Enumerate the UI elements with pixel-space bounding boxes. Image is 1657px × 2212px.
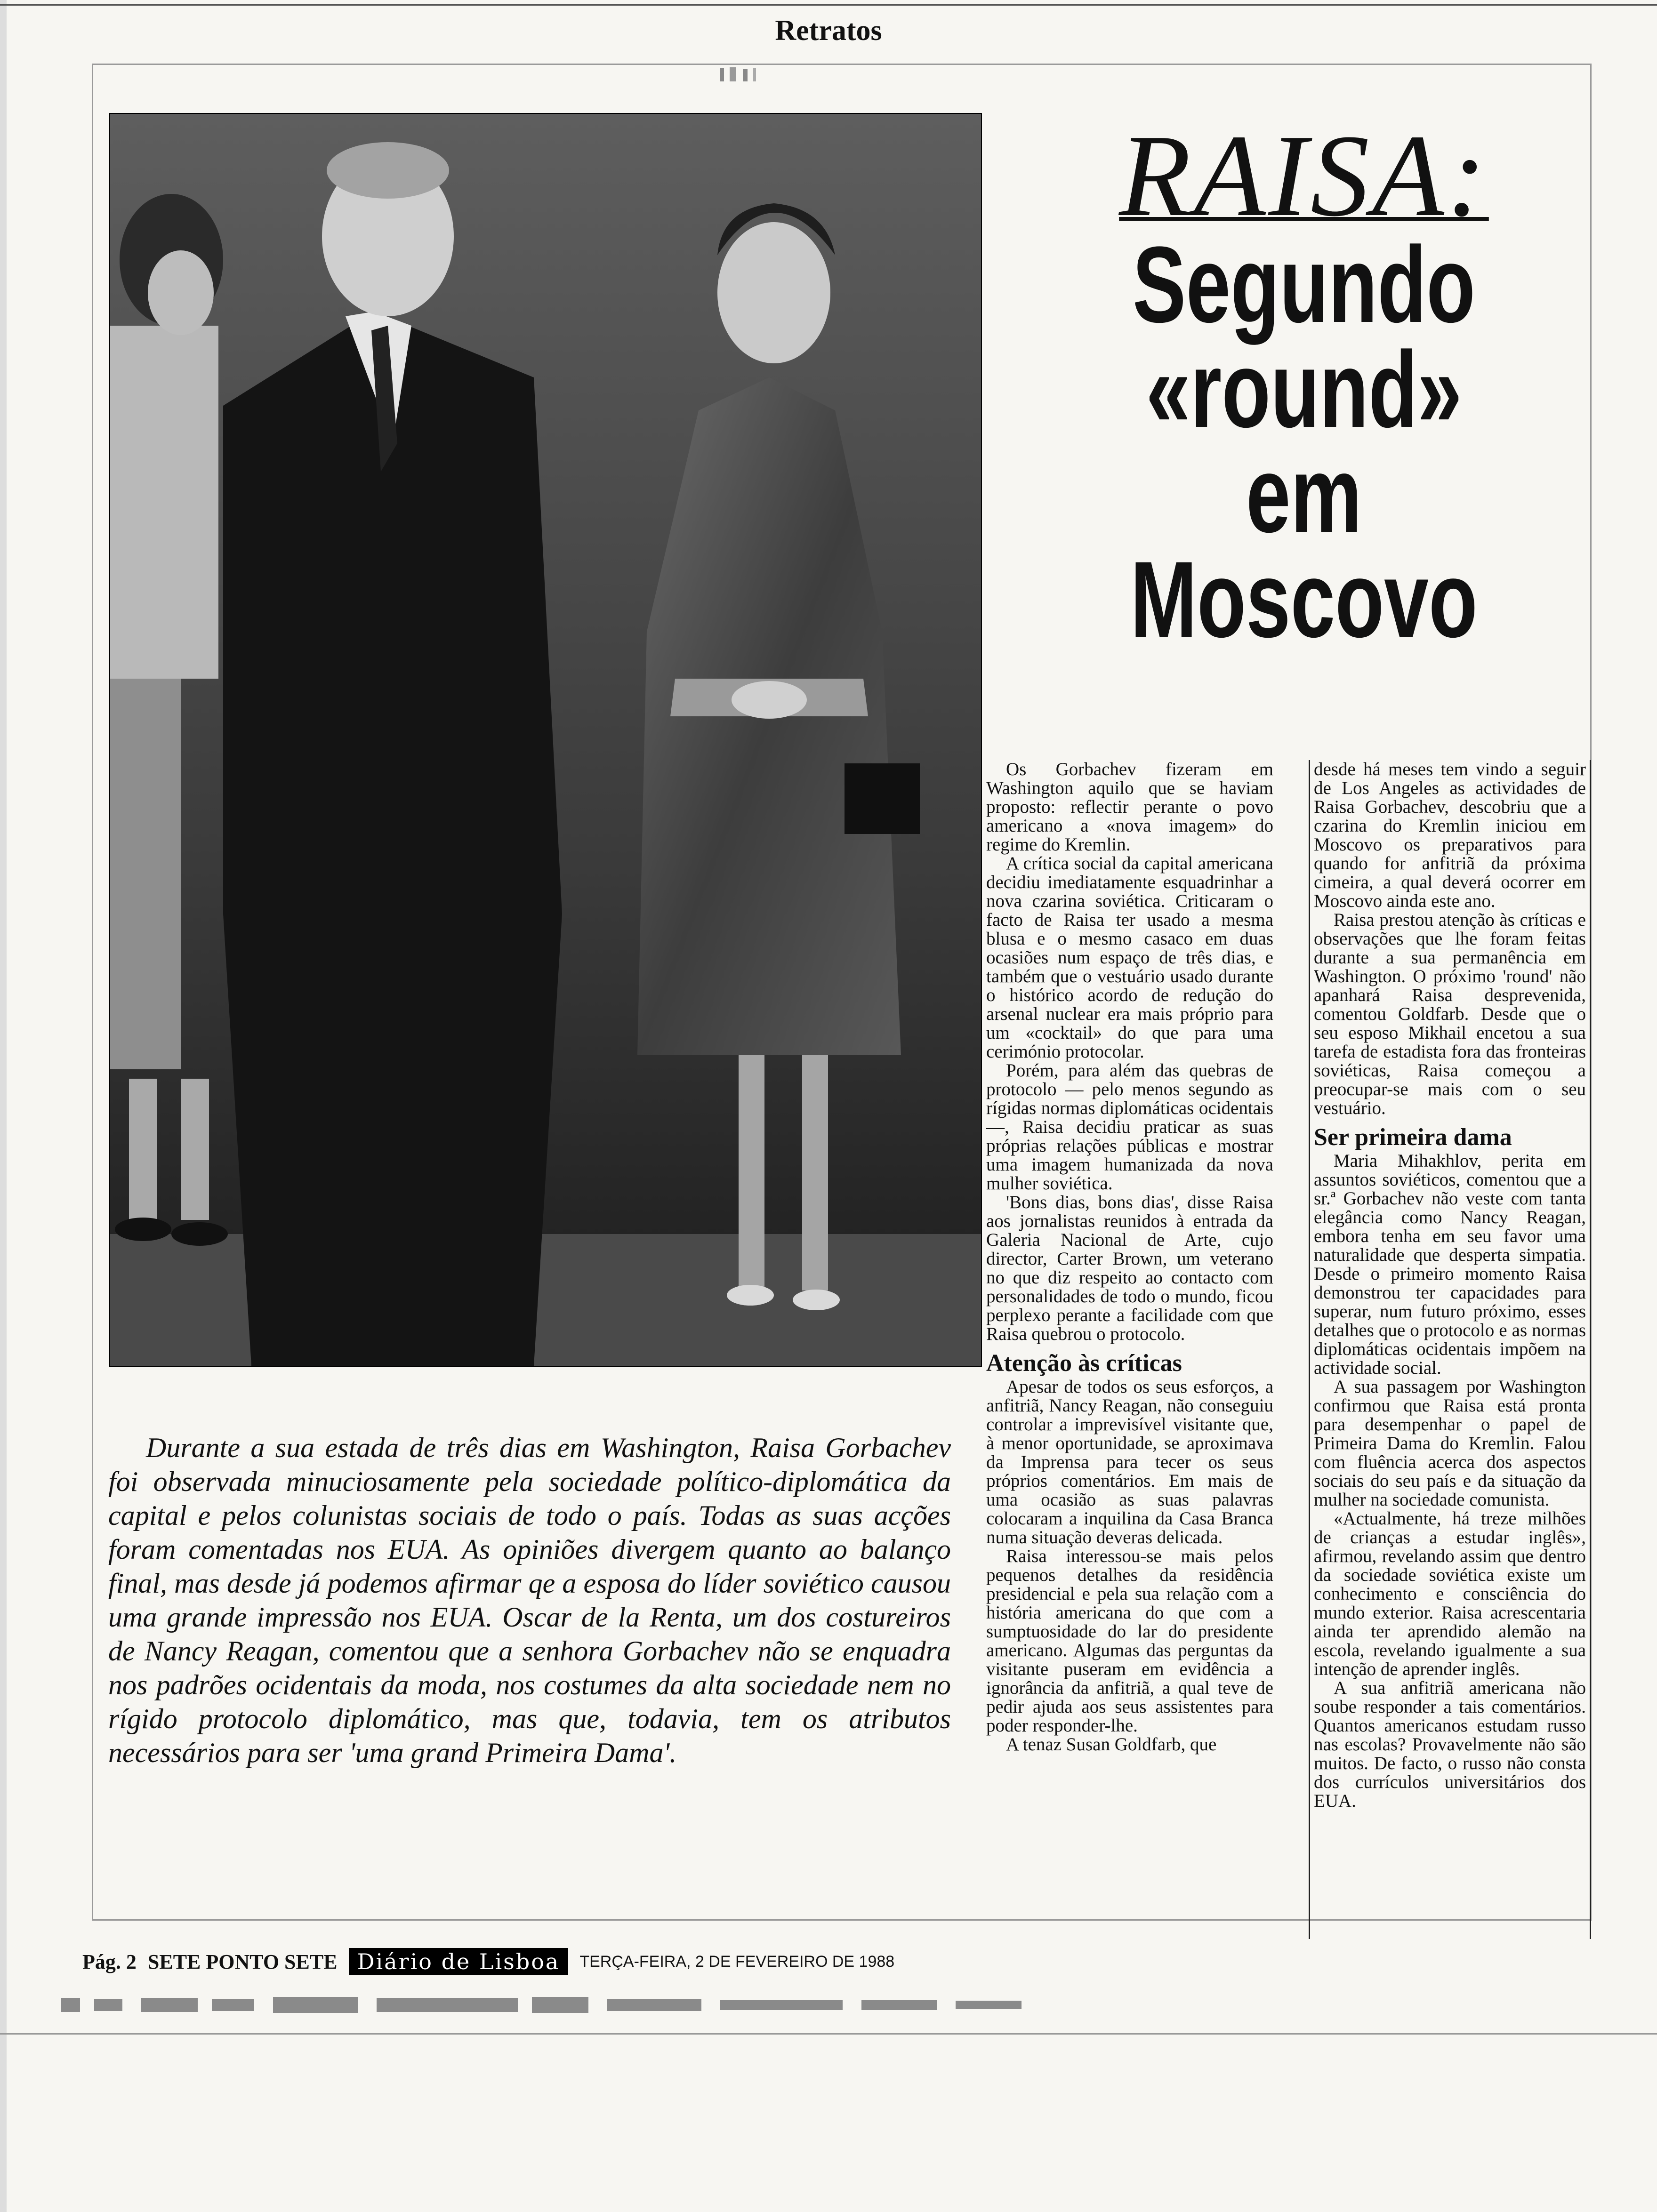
newspaper-logo: Diário de Lisboa (349, 1948, 569, 1975)
page-footer (82, 1948, 894, 1976)
paragraph: 'Bons dias, bons dias', disse Raisa aos jornalistas reunidos à entrada da Galeria Nacional de Arte, cujo director, Carter Brown, um veterano no que diz respeito ao contacto com personalidades de todo o mundo, ficou perplexo perante a facilidade com que Raisa quebrou o protocolo. (986, 1192, 1273, 1344)
paragraph: A sua passagem por Washington confirmou que Raisa está pronta para desempenhar o papel de Primeira Dama do Kremlin. Falou com fluência acerca dos aspectos sociais do seu país e da situação da mulher na sociedade comunista. (1314, 1377, 1586, 1510)
paragraph: Os Gorbachev fizeram em Washington aquilo que se haviam proposto: reflectir perante o povo americano a «nova imagem» do regime do Kremlin. (986, 759, 1273, 855)
paragraph: Raisa interessou-se mais pelos pequenos detalhes da residência presidencial e pela sua relação com a história americana do que com a sumptuosidade do lar do presidente americano. Algumas das perguntas da visitante puseram em evidência a ignorância da anfitriã, a qual teve de pedir ajuda aos seus assistentes para poder responder-lhe. (986, 1546, 1273, 1736)
paragraph: Apesar de todos os seus esforços, a anfitriã, Nancy Reagan, não conseguiu controlar a imprevisível visitante que, à menor oportunidade, se aproximava da Imprensa para tecer os seus próprios comentários. Em mais de uma ocasião as suas palavras colocaram a inquilina da Casa Branca numa situação deveras delicada. (986, 1377, 1273, 1547)
headline (1017, 111, 1591, 660)
paragraph: Maria Mihakhlov, perita em assuntos soviéticos, comentou que a sr.ª Gorbachev não veste com tanta elegância como Nancy Reagan, embora tenha em seu favor uma naturalidade que desperta simpatia. Desde o primeiro momento Raisa demonstrou ter capacidades para superar, num futuro próximo, esses detalhes que o protocolo e as normas diplomáticas ocidentais impõem na actividade social. (1314, 1151, 1586, 1378)
subheading: Ser primeira dama (1314, 1124, 1512, 1151)
article-column-2 (1309, 760, 1591, 1939)
paragraph: Porém, para além das quebras de protocolo — pelo menos segundo as rígidas normas diplomáticas ocidentais —, Raisa decidiu praticar as suas próprias relações públicas e mostrar uma imagem humanizada da nova mulher soviética. (986, 1060, 1273, 1194)
headline-line: Segundo (1132, 224, 1475, 345)
bottom-rule (0, 2033, 1657, 2035)
photo-illustration (110, 114, 981, 1366)
paragraph: «Actualmente, há treze milhões de crianças a estudar inglês», afirmou, revelando assim que dentro da sociedade soviética existe um conhecimento e consciência do mundo exterior. Raisa acrescentaria ainda ter aprendido alemão na escola, revelando igualmente a sua intenção de aprender inglês. (1314, 1508, 1586, 1679)
publication-date: TERÇA-FEIRA, 2 DE FEVEREIRO DE 1988 (579, 1952, 895, 1971)
headline-name: RAISA: (1119, 111, 1489, 241)
scan-mark (716, 64, 767, 85)
supplement-name: SETE PONTO SETE (147, 1950, 338, 1973)
lead-paragraph (108, 1431, 951, 1770)
paragraph: Raisa prestou atenção às críticas e observações que lhe foram feitas durante a sua permanência em Washington. O próximo 'round' não apanhará Raisa desprevenida, comentou Goldfarb. Desde que o seu esposo Mikhail encetou a sua tarefa de estadista fora das fronteiras soviéticas, Raisa começou a preocupar-se mais com o seu vestuário. (1314, 910, 1586, 1118)
paragraph: desde há meses tem vindo a seguir de Los Angeles as actividades de Raisa Gorbachev, descobriu que a czarina do Kremlin iniciou em Moscovo os preparativos para quando for anfitriã da próxima cimeira, a qual deverá ocorrer em Moscovo ainda este ano. (1314, 759, 1586, 911)
lead-text: Durante a sua estada de três dias em Washington, Raisa Gorbachev foi observada minuciosamente pela sociedade político-diplomática da capital e pelos colunistas sociais de todo o país. Todas as suas acções foram comentadas nos EUA. As opiniões divergem quanto ao balanço final, mas desde já podemos afirmar qe a esposa do líder soviético causou uma grande impressão nos EUA. Oscar de la Renta, um dos costureiros de Nancy Reagan, comentou que a senhora Gorbachev não se enquadra nos padrões ocidentais da moda, nos costumes da alta sociedade nem no rígido protocolo diplomático, mas que, todavia, tem os atributos necessários para ser 'uma grand Primeira Dama'. (108, 1432, 951, 1768)
page-number: Pág. 2 (82, 1950, 137, 1973)
section-label: Retratos (775, 15, 882, 47)
top-rule (0, 4, 1657, 6)
photograph (109, 113, 982, 1367)
headline-line: Moscovo (1130, 538, 1478, 660)
paragraph: A crítica social da capital americana decidiu imediatamente esquadrinhar a nova czarina soviética. Criticaram o facto de Raisa ter usado a mesma blusa e o mesmo casaco em duas ocasiões num espaço de três dias, e também que o vestuário usado durante o histórico acordo de redução do arsenal nuclear era mais próprio para um «cocktail» do que para uma cerimónio protocolar. (986, 853, 1273, 1062)
scan-noise-strip (52, 1988, 1323, 2021)
scan-edge (0, 0, 7, 2212)
subheading: Atenção às críticas (986, 1350, 1182, 1377)
headline-line: em (1246, 433, 1362, 555)
paragraph: A sua anfitriã americana não soube responder a tais comentários. Quantos americanos estudam russo nas escolas? Provavelmente não são muitos. De facto, o russo não consta dos currículos universitários dos EUA. (1314, 1678, 1586, 1811)
headline-line: «round» (1146, 329, 1462, 450)
paragraph: A tenaz Susan Goldfarb, que (1006, 1734, 1217, 1755)
article-column-1 (986, 760, 1273, 1754)
